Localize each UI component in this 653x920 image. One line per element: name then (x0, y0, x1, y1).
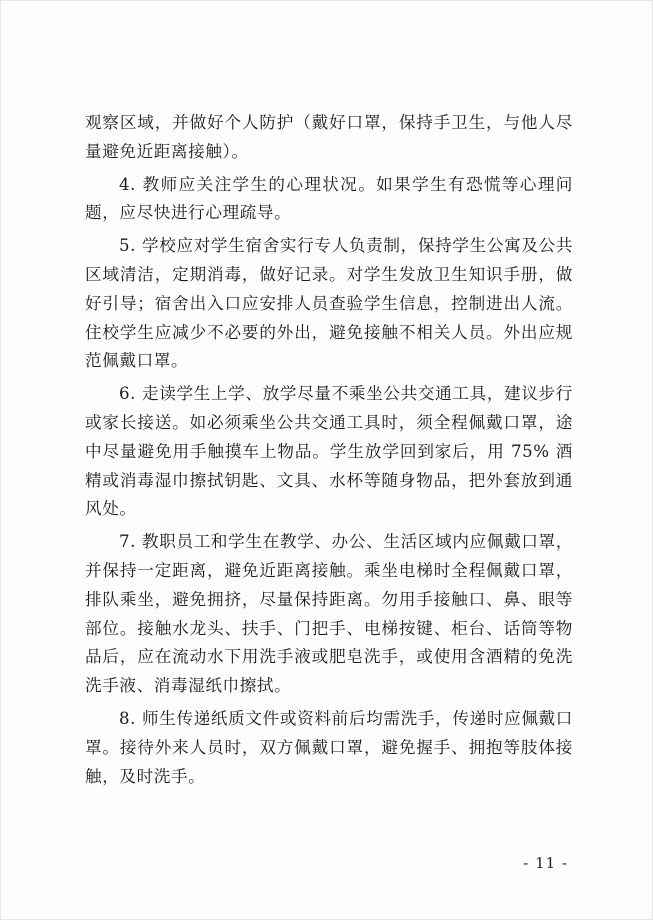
paragraph-item-5: 5. 学校应对学生宿舍实行专人负责制，保持学生公寓及公共区域清洁，定期消毒，做好记录。对学生发放卫生知识手册，做好引导；宿舍出入口应安排人员查验学生信息，控制进出人流。住校学生应减少不必要的外出，避免接触不相关人员。外出应规范佩戴口罩。 (85, 236, 573, 371)
page-number: - 11 - (523, 854, 568, 872)
document-body (85, 109, 573, 791)
paragraph-item-6: 6. 走读学生上学、放学尽量不乘坐公共交通工具，建议步行或家长接送。如必须乘坐公共交通工具时，须全程佩戴口罩，途中尽量避免用手触摸车上物品。学生放学回到家后，用 75% 酒精或消毒湿巾擦拭钥匙、文具、水杯等随身物品，把外套放到通风处。 (85, 384, 573, 519)
paragraph-item-7: 7. 教职员工和学生在教学、办公、生活区域内应佩戴口罩，并保持一定距离，避免近距离接触。乘坐电梯时全程佩戴口罩，排队乘坐，避免拥挤，尽量保持距离。勿用手接触口、鼻、眼等部位。接触水龙头、扶手、门把手、电梯按键、柜台、话筒等物品后，应在流动水下用洗手液或肥皂洗手，或使用含酒精的免洗洗手液、消毒湿纸巾擦拭。 (85, 532, 573, 696)
paragraph-item-4: 4. 教师应关注学生的心理状况。如果学生有恐慌等心理问题，应尽快进行心理疏导。 (85, 174, 573, 223)
paragraph-continuation: 观察区域，并做好个人防护（戴好口罩，保持手卫生，与他人尽量避免近距离接触）。 (85, 113, 573, 161)
paragraph-item-8: 8. 师生传递纸质文件或资料前后均需洗手，传递时应佩戴口罩。接待外来人员时，双方佩戴口罩，避免握手、拥抱等肢体接触，及时洗手。 (85, 708, 573, 786)
